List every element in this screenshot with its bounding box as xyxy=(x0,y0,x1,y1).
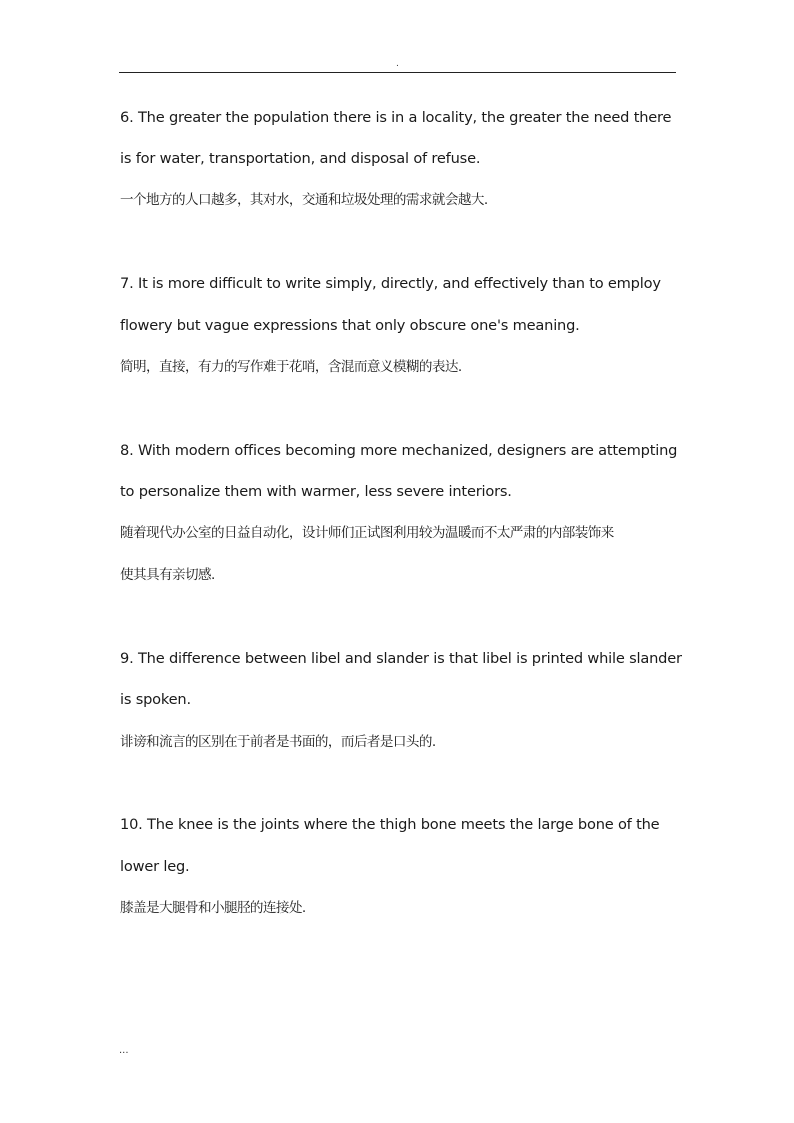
entry-10-chinese-line-1: 膝盖是大腿骨和小腿胫的连接处. xyxy=(120,900,306,916)
entry-9-chinese-line-1: 诽谤和流言的区别在于前者是书面的，而后者是口头的. xyxy=(120,734,436,750)
header-mark: . xyxy=(396,59,399,69)
entry-6-english-line-2: is for water, transportation, and disposal of refuse. xyxy=(120,150,481,167)
entry-8-chinese-line-1: 随着现代办公室的日益自动化，设计师们正试图利用较为温暖而不太严肃的内部装饰来 xyxy=(120,525,614,541)
footer-mark: ... xyxy=(119,1045,129,1056)
entry-10-english-line-2: lower leg. xyxy=(120,858,190,875)
entry-7-english-line-2: flowery but vague expressions that only obscure one's meaning. xyxy=(120,317,580,334)
entry-6-english-line-1: 6. The greater the population there is in a locality, the greater the need there xyxy=(120,109,672,126)
entry-7-chinese-line-1: 简明，直接，有力的写作难于花哨，含混而意义模糊的表达. xyxy=(120,359,462,375)
entry-8-chinese-line-2: 使其具有亲切感. xyxy=(120,567,215,583)
entry-8-english-line-1: 8. With modern offices becoming more mechanized, designers are attempting xyxy=(120,442,678,459)
entry-9-english-line-1: 9. The difference between libel and slander is that libel is printed while slander xyxy=(120,650,682,667)
entry-7-english-line-1: 7. It is more difficult to write simply, directly, and effectively than to employ xyxy=(120,275,661,292)
entry-6-chinese-line-1: 一个地方的人口越多，其对水，交通和垃圾处理的需求就会越大. xyxy=(120,192,488,208)
entry-9-english-line-2: is spoken. xyxy=(120,691,191,708)
entry-8-english-line-2: to personalize them with warmer, less severe interiors. xyxy=(120,483,512,500)
entry-10-english-line-1: 10. The knee is the joints where the thigh bone meets the large bone of the xyxy=(120,816,660,833)
header-rule xyxy=(119,72,676,73)
